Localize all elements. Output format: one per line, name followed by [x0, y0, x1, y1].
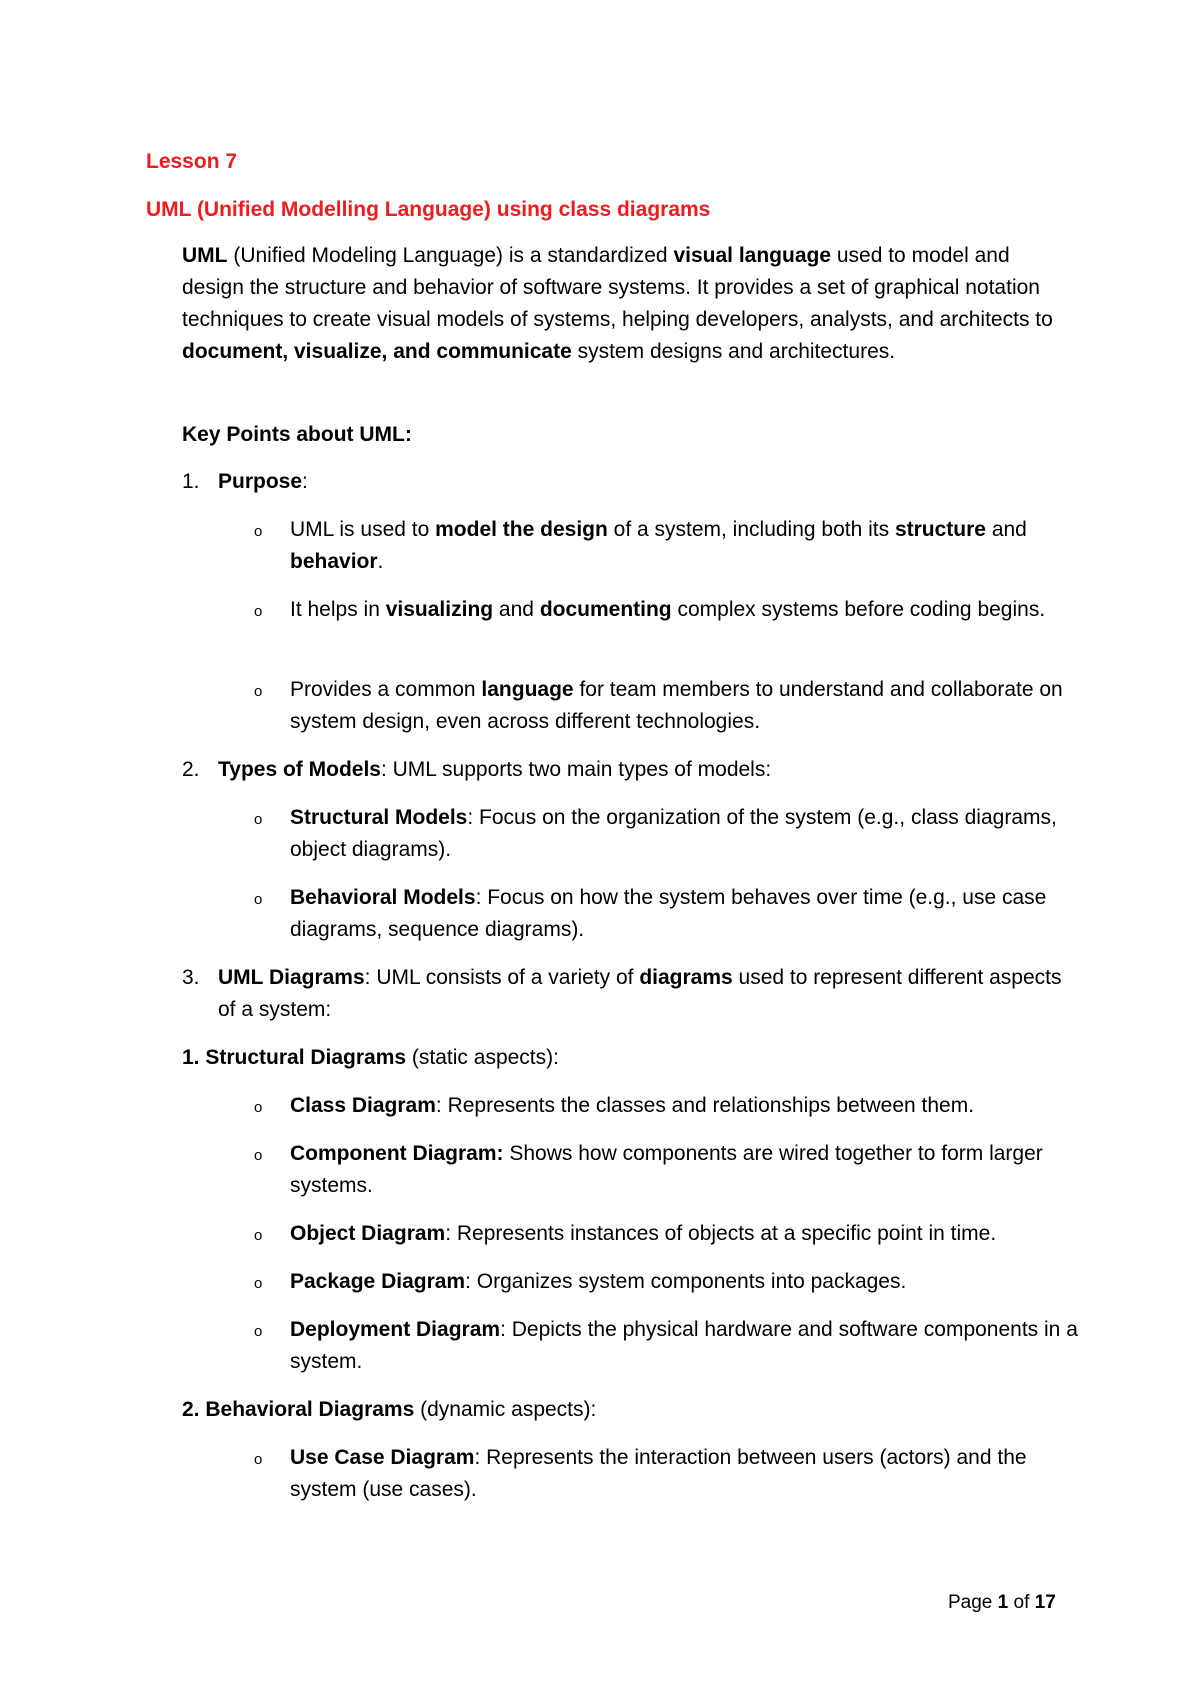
bullet-icon: o [254, 1323, 263, 1340]
bullet-icon: o [254, 683, 263, 700]
bullet-icon: o [254, 603, 263, 620]
bullet-icon: o [254, 1227, 263, 1244]
behavioral-diagrams-heading: 2. Behavioral Diagrams (dynamic aspects): [182, 1398, 597, 1421]
bullet-icon: o [254, 891, 263, 908]
bullet-icon: o [254, 1275, 263, 1292]
page-number: Page 1 of 17 [948, 1592, 1056, 1613]
bullet-icon: o [254, 811, 263, 828]
lesson-heading: Lesson 7 [146, 150, 238, 173]
bullet-icon: o [254, 1147, 263, 1164]
structural-diagrams-heading: 1. Structural Diagrams (static aspects): [182, 1046, 559, 1069]
intro-bold-uml: UML [182, 244, 228, 267]
document-page: Lesson 7 UML (Unified Modelling Language) using class diagrams UML (Unified Modeling Language) is a standardized visual language used to model and design the structure and behavior of software systems. It provides a set of graphical notation techniques to create visual models of systems, helping developers, analysts, and architects to document, visualize, and communicate system designs and architectures. Key Points about UML: 1. Purpose: o UML is used to model the design of a system, including both its structure and behavior. o It helps in visualizing and documenting complex systems before coding begins. o Provides a common language for team members to understand and collaborate on system design, even across different technologies. 2. Types of Models: UML supports two main types of models: o Structural Models: Focus on the organization of the system (e.g., class diagrams, object diagrams). o Behavioral Models: Focus on how the system behaves over time (e.g., use case diagrams, sequence diagrams). 3. UML Diagrams: UML consists of a variety of diagrams used to represent different aspects of a system: 1. Structural Diagrams (static aspects): o Class Diagram: Represents the classes and relationships between them. o Component Diagram: Shows how components are wired together to form larger systems. o Object Diagram: Represents instances of objects at a specific point in time. o Package Diagram: Organizes system components into packages. o Deployment Diagram: Depicts the physical hardware and software components in a system. 2. Behavioral Diagrams (dynamic aspects): o Use Case Diagram: Represents the interaction between users (actors) and the system (use cases). Page 1 of 17 [0, 0, 1200, 1696]
bullet-icon: o [254, 1451, 263, 1468]
bullet-icon: o [254, 523, 263, 540]
intro-paragraph: UML (Unified Modeling Language) is a standardized visual language used to model and design the structure and behavior of software systems. It provides a set of graphical notation techniques to create visual models of systems, helping developers, analysts, and architects to document, visualize, and communicate system designs and architectures. [182, 244, 1053, 363]
key-points-heading: Key Points about UML: [182, 423, 412, 446]
lesson-title: UML (Unified Modelling Language) using class diagrams [146, 198, 711, 221]
bullet-icon: o [254, 1099, 263, 1116]
